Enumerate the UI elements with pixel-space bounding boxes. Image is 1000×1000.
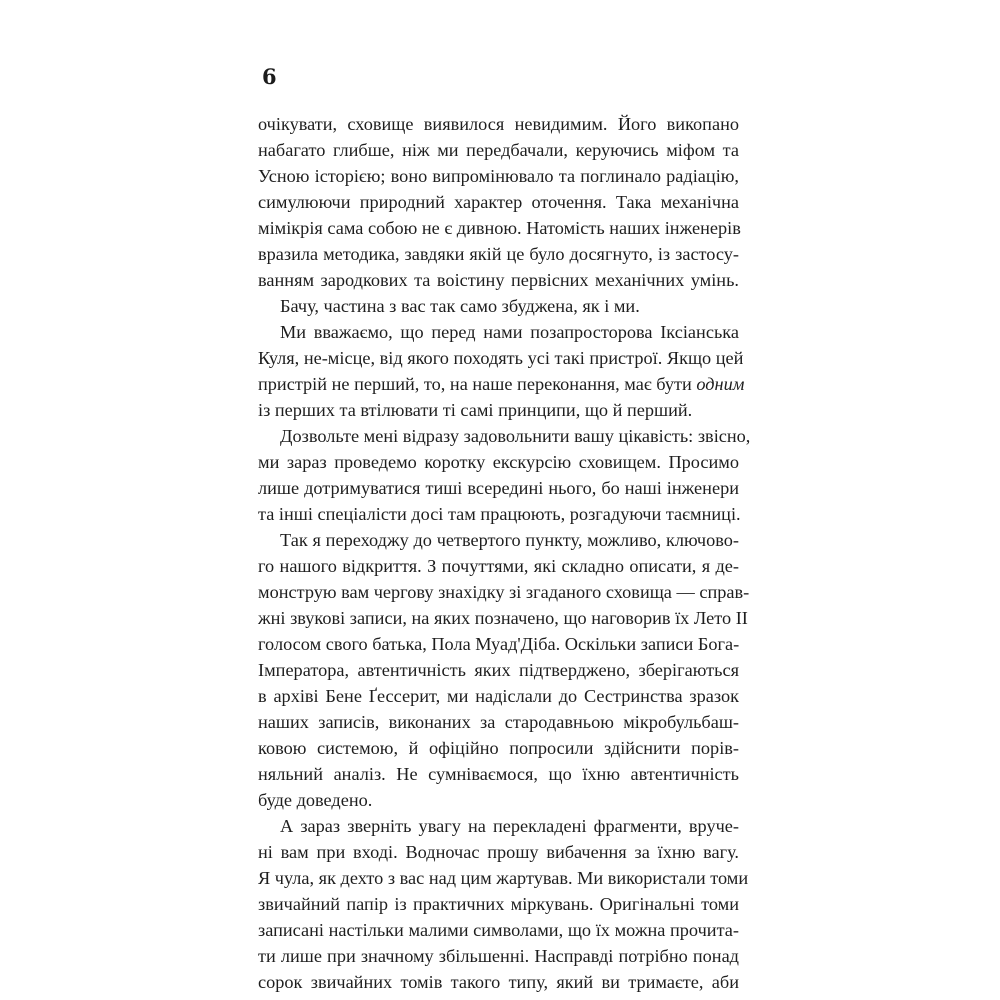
text-line: в архіві Бене Ґессерит, ми надіслали до Сестринства зразок [258, 686, 739, 706]
text-line: вразила методика, завдяки якій це було досягнуто, із застосу- [258, 244, 739, 264]
text-line: ми зараз проведемо коротку екскурсію сховищем. Просимо [258, 452, 739, 472]
text-line: ковою системою, й офіційно попросили здійснити порів- [258, 738, 739, 758]
text-line: Так я переходжу до четвертого пункту, можливо, ключово- [280, 530, 739, 550]
text-line: ванням зародкових та воістину первісних механічних умінь. [258, 270, 739, 290]
text-line: монструю вам чергову знахідку зі згаданого сховища — справ- [258, 582, 750, 602]
text-line: очікувати, сховище виявилося невидимим. Його викопано [258, 114, 739, 134]
text-line: із перших та втілювати ті самі принципи, що й перший. [258, 400, 693, 420]
text-line: Імператора, автентичність яких підтверджено, зберігаються [258, 660, 739, 680]
text-line: наших записів, виконаних за стародавньою мікробульбаш- [258, 712, 739, 732]
text-line: Я чула, як дехто з вас над цим жартував. Ми використали томи [258, 868, 749, 888]
text-line: ні вам при вході. Водночас прошу вибачення за їхню вагу. [258, 842, 739, 862]
text-line: Усною історією; воно випромінювало та поглинало радіацію, [258, 166, 739, 186]
text-line: звичайний папір із практичних міркувань. Оригінальні томи [258, 894, 739, 914]
emphasized-word: одним [696, 374, 745, 394]
text-line: А зараз зверніть увагу на перекладені фрагменти, вруче- [280, 816, 739, 836]
page-number: 6 [262, 64, 277, 89]
text-line: мімікрія сама собою не є дивною. Натомість наших інженерів [258, 218, 741, 238]
text-line: набагато глибше, ніж ми передбачали, керуючись міфом та [258, 140, 739, 160]
text-line: буде доведено. [258, 790, 373, 810]
text-line: лише дотримуватися тиші всередині нього, бо наші інженери [258, 478, 739, 498]
text-line: жні звукові записи, на яких позначено, що наговорив їх Лето ІІ [258, 608, 748, 628]
text-line: записані настільки малими символами, що їх можна прочита- [258, 920, 739, 940]
text-line: сорок звичайних томів такого типу, який ви тримаєте, аби [258, 972, 739, 992]
text-line: ти лише при значному збільшенні. Насправді потрібно понад [258, 946, 739, 966]
text-line: няльний аналіз. Не сумніваємося, що їхню автентичність [258, 764, 739, 784]
text-line: та інші спеціалісти досі там працюють, розгадуючи таємниці. [258, 504, 741, 524]
text-segment: пристрій не перший, то, на наше переконання, має бути [258, 374, 692, 394]
text-line: го нашого відкриття. З почуттями, які складно описати, я де- [258, 556, 739, 576]
text-line: голосом свого батька, Пола Муад'Діба. Оскільки записи Бога- [258, 634, 740, 654]
text-line: Ми вважаємо, що перед нами позапросторова Іксіанська [280, 322, 739, 342]
text-line: симулюючи природний характер оточення. Така механічна [258, 192, 739, 212]
text-line: Дозвольте мені відразу задовольнити вашу цікавість: звісно, [280, 426, 751, 446]
text-line: Куля, не-місце, від якого походять усі такі пристрої. Якщо цей [258, 348, 744, 368]
text-line [258, 371, 745, 397]
text-line: Бачу, частина з вас так само збуджена, як і ми. [280, 296, 640, 316]
